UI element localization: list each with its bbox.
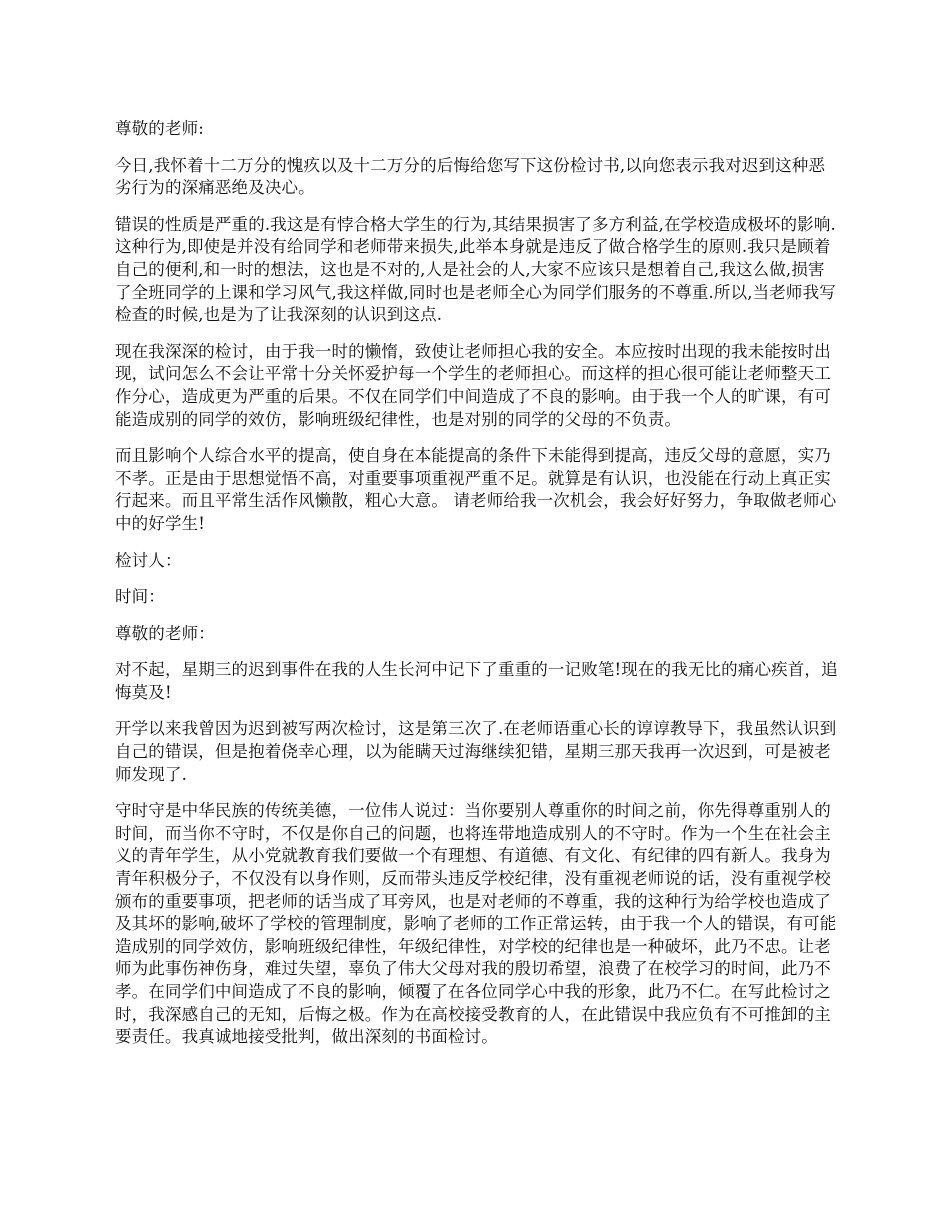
body-paragraph: 错误的性质是严重的.我这是有悖合格大学生的行为,其结果损害了多方利益,在学校造成极坏的影响.这种行为,即使是并没有给同学和老师带来损失,此举本身就是违反了做合格学生的原则.我只是顾着自己的便利,和一时的想法，这也是不对的,人是社会的人,大家不应该只是想着自己,我这么做,损害了全班同学的上课和学习风气,我这样做,同时也是老师全心为同学们服务的不尊重.所以,当老师我写检查的时候,也是为了让我深刻的认识到这点. — [115, 214, 836, 325]
date-label: 时间： — [115, 587, 165, 607]
opening-paragraph: 今日,我怀着十二万分的愧疚以及十二万分的后悔给您写下这份检讨书,以向您表示我对迟到这种恶劣行为的深痛恶绝及决心。 — [115, 155, 826, 198]
body-paragraph: 对不起，星期三的迟到事件在我的人生长河中记下了重重的一记败笔!现在的我无比的痛心疾首，追悔莫及! — [115, 660, 838, 702]
body-paragraph: 现在我深深的检讨，由于我一时的懒惰，致使让老师担心我的安全。本应按时出现的我未能按时出现，试问怎么不会让平常十分关怀爱护每一个学生的老师担心。而这样的担心很可能让老师整天工作分心，造成更为严重的后果。不仅在同学们中间造成了不良的影响。由于我一个人的旷课，有可能造成别的同学的效仿，影响班级纪律性，也是对别的同学的父母的不负责。 — [115, 341, 831, 429]
document-body — [115, 118, 840, 1063]
signature-label: 检讨人： — [115, 550, 182, 570]
salutation: 尊敬的老师： — [115, 623, 215, 643]
body-paragraph: 而且影响个人综合水平的提高，使自身在本能提高的条件下未能得到提高，违反父母的意愿，实乃不孝。正是由于思想觉悟不高，对重要事项重视严重不足。就算是有认识，也没能在行动上真正实行起来。而且平常生活作风懒散，粗心大意。 请老师给我一次机会，我会好好努力，争取做老师心中的好学生! — [115, 446, 837, 533]
salutation: 尊敬的老师: — [115, 119, 204, 138]
body-paragraph: 开学以来我曾因为迟到被写两次检讨，这是第三次了.在老师语重心长的谆谆教导下，我虽然认识到自己的错误，但是抱着侥幸心理，以为能瞒天过海继续犯错，星期三那天我再一次迟到，可是被老师发现了. — [115, 719, 837, 784]
body-paragraph: 守时守是中华民族的传统美德，一位伟人说过：当你要别人尊重你的时间之前，你先得尊重别人的时间，而当你不守时，不仅是你自己的问题，也将连带地造成别人的不守时。作为一个生在社会主义的青年学生，从小党就教育我们要做一个有理想、有道德、有文化、有纪律的四有新人。我身为青年积极分子，不仅没有以身作则，反而带头违反学校纪律，没有重视老师说的话，没有重视学校颁布的重要事项，把老师的话当成了耳旁风，也是对老师的不尊重，我的这种行为给学校也造成了及其坏的影响,破坏了学校的管理制度，影响了老师的工作正常运转，由于我一个人的错误，有可能造成别的同学效仿，影响班级纪律性，年级纪律性，对学校的纪律也是一种破坏，此乃不忠。让老师为此事伤神伤身，难过失望，辜负了伟大父母对我的殷切希望，浪费了在校学习的时间，此乃不孝。在同学们中间造成了不良的影响，倾覆了在各位同学心中我的形象，此乃不仁。在写此检讨之时，我深感自己的无知，后悔之极。作为在高校接受教育的人，在此错误中我应负有不可推卸的主要责任。我真诚地接受批判，做出深刻的书面检讨。 — [115, 801, 837, 1047]
